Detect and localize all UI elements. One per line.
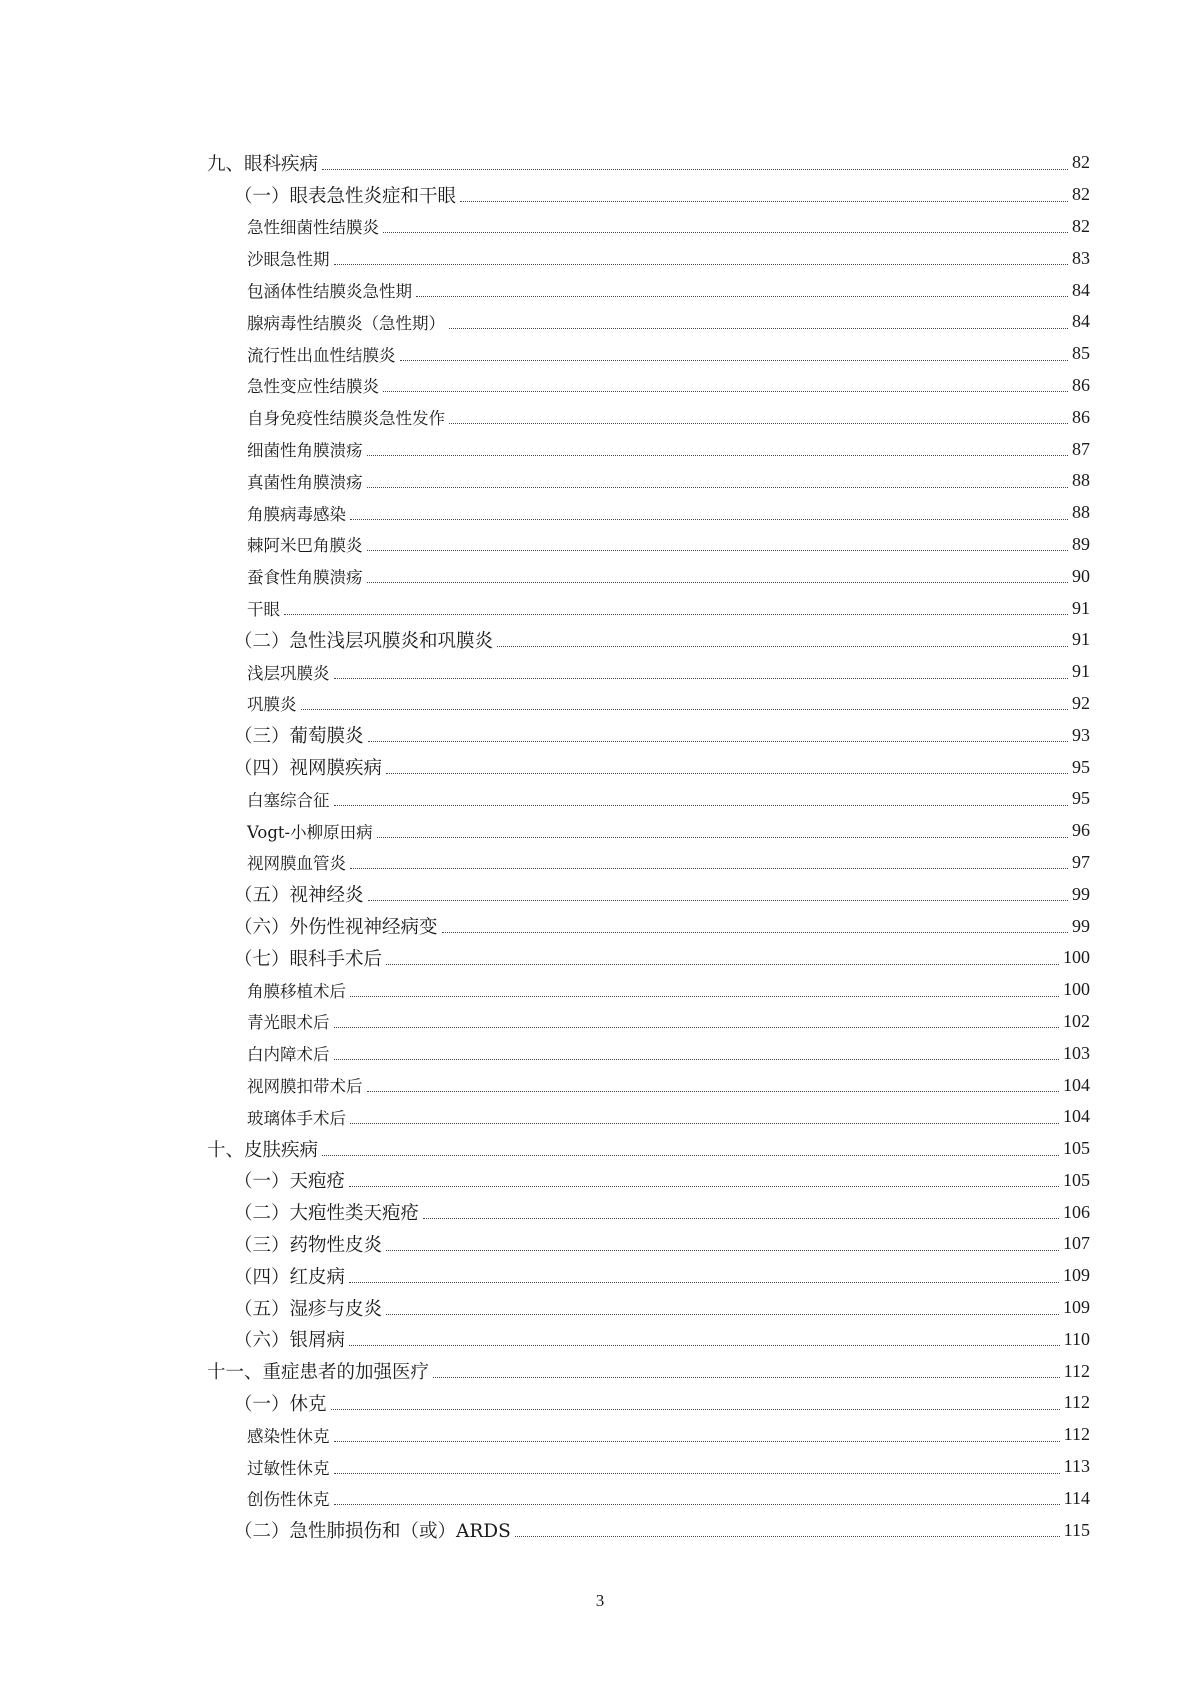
toc-entry-page: 87 — [1072, 438, 1090, 459]
toc-entry-title: 巩膜炎 — [247, 695, 297, 715]
toc-entry-title: 流行性出血性结膜炎 — [247, 345, 396, 365]
toc-subsection — [207, 1006, 1090, 1038]
dot-leader — [367, 581, 1069, 583]
toc-entry-page: 109 — [1063, 1297, 1090, 1318]
toc-entry-title: 角膜病毒感染 — [247, 504, 346, 524]
toc-entry-title: （七）眼科手术后 — [234, 948, 383, 970]
toc-entry-page: 105 — [1063, 1169, 1090, 1190]
dot-leader — [334, 1472, 1060, 1474]
toc-subsection — [207, 847, 1090, 879]
toc-entry-title: 视网膜扣带术后 — [247, 1077, 363, 1096]
dot-leader — [460, 200, 1068, 202]
dot-leader — [497, 645, 1068, 647]
toc-subsection — [207, 656, 1090, 688]
toc-entry-title: 急性细菌性结膜炎 — [247, 218, 379, 238]
toc-entry-title: 腺病毒性结膜炎（急性期） — [247, 313, 445, 333]
toc-entry-title: 白塞综合征 — [247, 790, 330, 810]
toc-entry-title: 创伤性休克 — [247, 1490, 330, 1510]
toc-section — [207, 179, 1090, 211]
dot-leader — [334, 1503, 1060, 1505]
toc-section — [207, 1260, 1090, 1292]
dot-leader — [331, 1408, 1060, 1410]
dot-leader — [449, 422, 1068, 424]
toc-entry-page: 106 — [1063, 1201, 1090, 1222]
toc-entry-title: （一）休克 — [234, 1393, 327, 1415]
toc-entry-page: 88 — [1072, 502, 1090, 523]
toc-entry-page: 103 — [1063, 1042, 1090, 1063]
table-of-contents — [207, 147, 1090, 1546]
toc-subsection — [207, 1419, 1090, 1451]
toc-entry-page: 99 — [1072, 883, 1090, 904]
toc-subsection — [207, 338, 1090, 370]
toc-section — [207, 1387, 1090, 1419]
toc-section — [207, 878, 1090, 910]
dot-leader — [334, 1058, 1060, 1060]
toc-entry-title: 干眼 — [247, 600, 280, 620]
toc-subsection — [207, 306, 1090, 338]
toc-entry-page: 92 — [1072, 692, 1090, 713]
toc-entry-page: 90 — [1072, 565, 1090, 586]
dot-leader — [301, 708, 1069, 710]
toc-section — [207, 1196, 1090, 1228]
toc-subsection — [207, 560, 1090, 592]
toc-entry-title: 自身免疫性结膜炎急性发作 — [247, 409, 445, 429]
toc-entry-title: （四）红皮病 — [234, 1266, 346, 1288]
toc-entry-page: 104 — [1063, 1074, 1090, 1095]
toc-section — [207, 1323, 1090, 1355]
toc-entry-title: 沙眼急性期 — [247, 250, 330, 270]
toc-entry-title: （五）湿疹与皮炎 — [234, 1298, 383, 1320]
dot-leader — [367, 1090, 1060, 1092]
dot-leader — [386, 1249, 1059, 1251]
toc-subsection — [207, 1482, 1090, 1514]
toc-entry-title: （二）大疱性类天疱疮 — [234, 1203, 420, 1225]
toc-entry-page: 95 — [1072, 756, 1090, 777]
toc-subsection — [207, 1037, 1090, 1069]
toc-entry-title: （三）葡萄膜炎 — [234, 726, 364, 748]
dot-leader — [442, 931, 1068, 933]
toc-entry-title: （一）眼表急性炎症和干眼 — [234, 185, 457, 207]
toc-entry-title: 九、眼科疾病 — [207, 153, 319, 175]
toc-entry-title: 十、皮肤疾病 — [207, 1139, 319, 1161]
toc-entry-title: 细菌性角膜溃疡 — [247, 441, 363, 461]
toc-section — [207, 1514, 1090, 1546]
dot-leader — [334, 1440, 1060, 1442]
toc-section — [207, 719, 1090, 751]
toc-subsection — [207, 688, 1090, 720]
dot-leader — [433, 1376, 1060, 1378]
dot-leader — [322, 168, 1068, 170]
toc-subsection — [207, 211, 1090, 243]
toc-entry-title: 蚕食性角膜溃疡 — [247, 568, 363, 588]
toc-entry-page: 112 — [1063, 1360, 1090, 1381]
toc-entry-title: 浅层巩膜炎 — [247, 663, 330, 683]
toc-entry-page: 102 — [1063, 1010, 1090, 1031]
dot-leader — [377, 836, 1068, 838]
dot-leader — [386, 1313, 1059, 1315]
toc-entry-page: 91 — [1072, 597, 1090, 618]
toc-entry-page: 100 — [1063, 979, 1090, 1000]
toc-subsection — [207, 815, 1090, 847]
toc-entry-title: （六）外伤性视神经病变 — [234, 917, 438, 939]
dot-leader — [322, 1154, 1059, 1156]
toc-entry-page: 112 — [1063, 1424, 1090, 1445]
dot-leader — [334, 677, 1069, 679]
toc-entry-title: （六）银屑病 — [234, 1330, 346, 1352]
dot-leader — [416, 295, 1068, 297]
toc-entry-page: 91 — [1072, 629, 1090, 650]
dot-leader — [367, 454, 1069, 456]
toc-entry-page: 107 — [1063, 1233, 1090, 1254]
toc-subsection — [207, 497, 1090, 529]
toc-entry-title: 视网膜血管炎 — [247, 854, 346, 874]
dot-leader — [349, 1185, 1059, 1187]
toc-subsection — [207, 242, 1090, 274]
toc-entry-title: （三）药物性皮炎 — [234, 1234, 383, 1256]
toc-entry-page: 82 — [1072, 215, 1090, 236]
toc-section — [207, 1292, 1090, 1324]
toc-entry-page: 82 — [1072, 184, 1090, 205]
toc-subsection — [207, 974, 1090, 1006]
toc-section — [207, 942, 1090, 974]
toc-entry-title: 白内障术后 — [247, 1045, 330, 1065]
toc-subsection — [207, 433, 1090, 465]
toc-subsection — [207, 274, 1090, 306]
dot-leader — [367, 549, 1069, 551]
dot-leader — [386, 963, 1059, 965]
toc-entry-page: 97 — [1072, 851, 1090, 872]
dot-leader — [350, 995, 1059, 997]
toc-entry-page: 95 — [1072, 788, 1090, 809]
toc-section — [207, 624, 1090, 656]
toc-entry-title: 角膜移植术后 — [247, 981, 346, 1001]
toc-subsection — [207, 529, 1090, 561]
toc-entry-title: 真菌性角膜溃疡 — [247, 472, 363, 492]
toc-entry-page: 114 — [1063, 1487, 1090, 1508]
dot-leader — [334, 804, 1069, 806]
toc-entry-title: （一）天疱疮 — [234, 1171, 346, 1193]
toc-chapter — [207, 147, 1090, 179]
dot-leader — [334, 263, 1069, 265]
toc-entry-page: 85 — [1072, 343, 1090, 364]
dot-leader — [350, 1122, 1059, 1124]
toc-entry-page: 91 — [1072, 661, 1090, 682]
toc-entry-page: 113 — [1063, 1456, 1090, 1477]
toc-subsection — [207, 1069, 1090, 1101]
toc-entry-page: 109 — [1063, 1265, 1090, 1286]
toc-entry-page: 93 — [1072, 724, 1090, 745]
toc-entry-page: 86 — [1072, 374, 1090, 395]
toc-entry-page: 115 — [1063, 1519, 1090, 1540]
toc-entry-title: 感染性休克 — [247, 1426, 330, 1446]
toc-chapter — [207, 1355, 1090, 1387]
dot-leader — [368, 740, 1068, 742]
toc-section — [207, 1228, 1090, 1260]
toc-entry-title: 玻璃体手术后 — [247, 1108, 346, 1128]
toc-subsection — [207, 401, 1090, 433]
dot-leader — [383, 231, 1068, 233]
toc-entry-title: 青光眼术后 — [247, 1013, 330, 1033]
toc-entry-title: 过敏性休克 — [247, 1458, 330, 1478]
toc-subsection — [207, 465, 1090, 497]
toc-section — [207, 1165, 1090, 1197]
toc-entry-page: 96 — [1072, 820, 1090, 841]
toc-subsection — [207, 1451, 1090, 1483]
toc-entry-page: 104 — [1063, 1106, 1090, 1127]
dot-leader — [515, 1535, 1060, 1537]
toc-entry-page: 84 — [1072, 279, 1090, 300]
dot-leader — [367, 486, 1069, 488]
toc-entry-title: （二）急性浅层巩膜炎和巩膜炎 — [234, 630, 494, 652]
toc-entry-title: 棘阿米巴角膜炎 — [247, 536, 363, 556]
toc-section — [207, 751, 1090, 783]
dot-leader — [350, 518, 1068, 520]
dot-leader — [400, 359, 1069, 361]
toc-entry-page: 99 — [1072, 915, 1090, 936]
dot-leader — [350, 867, 1068, 869]
toc-entry-page: 89 — [1072, 533, 1090, 554]
toc-entry-title: （四）视网膜疾病 — [234, 758, 383, 780]
dot-leader — [423, 1217, 1059, 1219]
toc-entry-page: 83 — [1072, 247, 1090, 268]
toc-entry-page: 112 — [1063, 1392, 1090, 1413]
toc-entry-page: 86 — [1072, 406, 1090, 427]
toc-entry-page: 82 — [1072, 152, 1090, 173]
dot-leader — [284, 613, 1068, 615]
toc-entry-title: 急性变应性结膜炎 — [247, 377, 379, 397]
toc-subsection — [207, 592, 1090, 624]
toc-entry-title: Vogt-小柳原田病 — [247, 822, 373, 842]
toc-entry-page: 100 — [1063, 947, 1090, 968]
toc-entry-title: 包涵体性结膜炎急性期 — [247, 282, 412, 302]
dot-leader — [349, 1281, 1059, 1283]
toc-section — [207, 910, 1090, 942]
dot-leader — [386, 772, 1068, 774]
toc-entry-page: 105 — [1063, 1138, 1090, 1159]
toc-entry-page: 88 — [1072, 470, 1090, 491]
dot-leader — [449, 327, 1068, 329]
dot-leader — [368, 899, 1068, 901]
page-number: 3 — [595, 1591, 605, 1610]
toc-chapter — [207, 1133, 1090, 1165]
toc-entry-page: 84 — [1072, 311, 1090, 332]
toc-entry-title: （五）视神经炎 — [234, 885, 364, 907]
toc-subsection — [207, 1101, 1090, 1133]
dot-leader — [334, 1026, 1060, 1028]
toc-entry-page: 110 — [1063, 1328, 1090, 1349]
toc-subsection — [207, 783, 1090, 815]
toc-entry-title: （二）急性肺损伤和（或）ARDS — [234, 1521, 511, 1543]
dot-leader — [383, 390, 1068, 392]
toc-subsection — [207, 370, 1090, 402]
toc-entry-title: 十一、重症患者的加强医疗 — [207, 1362, 430, 1384]
dot-leader — [349, 1344, 1060, 1346]
